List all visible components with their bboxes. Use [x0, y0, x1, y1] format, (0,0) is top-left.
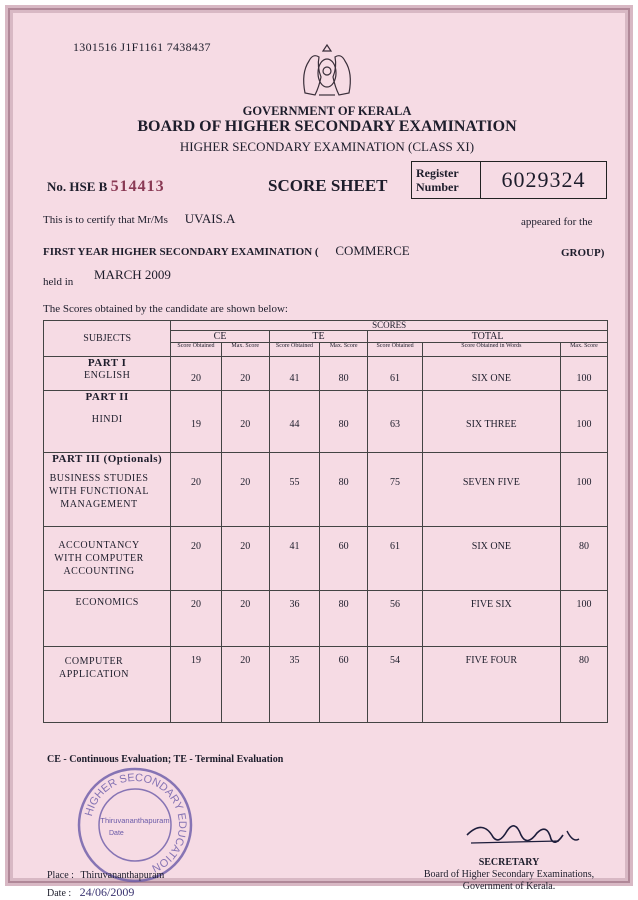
total-words: FIVE FOUR: [422, 647, 560, 723]
te-max: 80: [320, 391, 368, 453]
subject-cell: [44, 391, 171, 453]
ce-max: 20: [221, 357, 269, 391]
candidate-name: UVAIS.A: [184, 211, 236, 226]
subject-name: ACCOUNTANCY WITH COMPUTER ACCOUNTING: [54, 540, 144, 577]
total-max: 100: [560, 357, 607, 391]
seal-date-label: Date: [109, 830, 124, 837]
total-words-header: Score Obtained in Words: [422, 343, 560, 357]
subject-name: ECONOMICS: [75, 597, 139, 608]
te-max-header: Max. Score: [320, 343, 368, 357]
total-score-header: Score Obtained: [368, 343, 423, 357]
subject-name: ENGLISH: [84, 370, 131, 381]
total-score: 56: [368, 591, 423, 647]
te-max: 80: [320, 453, 368, 527]
total-words: SIX THREE: [422, 391, 560, 453]
total-words: SIX ONE: [422, 357, 560, 391]
subject-name: BUSINESS STUDIES WITH FUNCTIONAL MANAGEMENT: [49, 473, 149, 510]
subject-name: HINDI: [91, 414, 123, 425]
register-number-value: 6029324: [501, 167, 586, 192]
te-score: 36: [269, 591, 319, 647]
held-date: MARCH 2009: [94, 267, 171, 282]
secretary-line2: Government of Kerala.: [462, 881, 556, 892]
exam-line: [43, 243, 410, 259]
appeared-text: appeared for the: [521, 216, 593, 228]
total-score: 61: [368, 527, 423, 591]
secretary-block: [409, 857, 609, 893]
exam-heading: HIGHER SECONDARY EXAMINATION (CLASS XI): [179, 139, 475, 154]
exam-text: FIRST YEAR HIGHER SECONDARY EXAMINATION (: [43, 246, 319, 258]
date-label: Date :: [47, 888, 72, 899]
place-value: Thiruvananthapuram: [80, 870, 165, 881]
sheet-number: [47, 178, 165, 196]
total-score: 61: [368, 357, 423, 391]
table-row: [44, 453, 608, 527]
held-line: [43, 267, 171, 289]
ce-max: 20: [221, 391, 269, 453]
table-row: [44, 591, 608, 647]
secretary-signature-icon: [463, 813, 583, 855]
government-heading: GOVERNMENT OF KERALA: [242, 104, 412, 118]
ce-max: 20: [221, 647, 269, 723]
total-max: 80: [560, 647, 607, 723]
sheet-number-label: No. HSE B: [47, 179, 108, 194]
certify-line: [43, 211, 235, 227]
ce-max-header: Max. Score: [221, 343, 269, 357]
ce-score: 19: [171, 647, 221, 723]
table-row: [44, 357, 608, 391]
ce-score: 20: [171, 527, 221, 591]
evaluation-legend: CE - Continuous Evaluation; TE - Terminal Evaluation: [47, 754, 284, 765]
scores-header: SCORES: [171, 321, 608, 331]
serial-number: 1301516 J1F1161 7438437: [73, 40, 211, 54]
total-max: 80: [560, 527, 607, 591]
scores-intro: The Scores obtained by the candidate are shown below:: [43, 303, 288, 315]
scores-table: [43, 320, 608, 723]
register-label-line2: Number: [416, 180, 459, 194]
table-row: [44, 527, 608, 591]
te-max: 80: [320, 357, 368, 391]
ce-score: 19: [171, 391, 221, 453]
certify-text: This is to certify that Mr/Ms: [43, 214, 168, 226]
ce-header: CE: [171, 331, 269, 343]
total-score: 63: [368, 391, 423, 453]
te-max: 60: [320, 527, 368, 591]
subject-cell: [44, 527, 171, 591]
te-header: TE: [269, 331, 367, 343]
total-words: FIVE SIX: [422, 591, 560, 647]
board-seal-icon: [75, 765, 195, 885]
date-line: [47, 885, 134, 900]
subject-cell: [44, 647, 171, 723]
ce-score: 20: [171, 591, 221, 647]
total-words: SEVEN FIVE: [422, 453, 560, 527]
ce-max: 20: [221, 591, 269, 647]
subject-cell: [44, 453, 171, 527]
total-words: SIX ONE: [422, 527, 560, 591]
total-max: 100: [560, 391, 607, 453]
total-header: TOTAL: [368, 331, 608, 343]
score-sheet: [5, 5, 633, 899]
group-text: GROUP): [561, 247, 605, 259]
place-label: Place :: [47, 870, 74, 881]
total-max: 100: [560, 453, 607, 527]
table-row: [44, 647, 608, 723]
te-score: 44: [269, 391, 319, 453]
seal-place: Thiruvananthapuram: [100, 816, 170, 825]
subject-cell: [44, 357, 171, 391]
kerala-emblem-icon: [295, 43, 359, 101]
te-score-header: Score Obtained: [269, 343, 319, 357]
secretary-line1: Board of Higher Secondary Examinations,: [423, 869, 595, 880]
page-title: SCORE SHEET: [268, 176, 388, 195]
te-score: 41: [269, 527, 319, 591]
register-number-box: [411, 161, 607, 199]
part-label: PART I: [87, 357, 127, 369]
place-line: [47, 870, 164, 881]
held-text: held in: [43, 276, 74, 288]
ce-score: 20: [171, 453, 221, 527]
te-max: 80: [320, 591, 368, 647]
total-score: 75: [368, 453, 423, 527]
group-name: COMMERCE: [335, 243, 410, 258]
ce-max: 20: [221, 527, 269, 591]
total-max-header: Max. Score: [560, 343, 607, 357]
total-score: 54: [368, 647, 423, 723]
te-max: 60: [320, 647, 368, 723]
subject-cell: [44, 591, 171, 647]
subject-name: COMPUTER APPLICATION: [59, 656, 129, 680]
board-heading: BOARD OF HIGHER SECONDARY EXAMINATION: [137, 118, 517, 135]
table-row: [44, 391, 608, 453]
total-max: 100: [560, 591, 607, 647]
register-label: [412, 162, 481, 198]
part-label: PART II: [85, 391, 129, 403]
ce-max: 20: [221, 453, 269, 527]
sheet-number-value: 514413: [110, 178, 165, 195]
register-label-line1: Register: [416, 166, 459, 180]
date-value: 24/06/2009: [79, 885, 135, 899]
part-label: PART III (Optionals): [52, 453, 163, 465]
te-score: 55: [269, 453, 319, 527]
ce-score: 20: [171, 357, 221, 391]
subjects-header: SUBJECTS: [44, 321, 171, 357]
ce-score-header: Score Obtained: [171, 343, 221, 357]
seal-ring-text: HIGHER SECONDARY EDUCATION: [82, 771, 189, 875]
te-score: 41: [269, 357, 319, 391]
te-score: 35: [269, 647, 319, 723]
secretary-title: SECRETARY: [478, 857, 540, 868]
